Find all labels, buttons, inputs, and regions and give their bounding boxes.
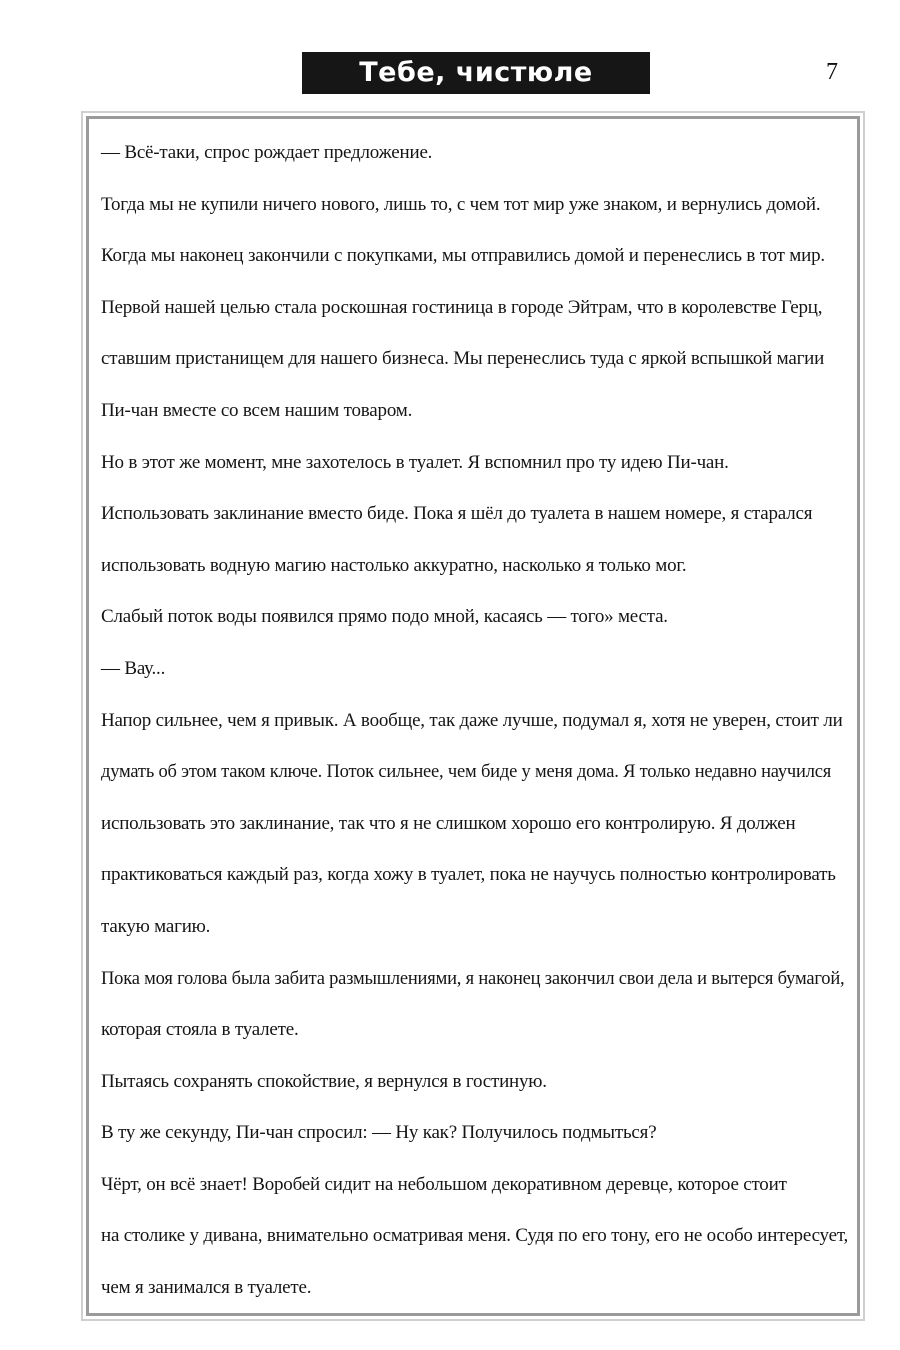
text-line: Пи-чан вместе со всем нашим товаром.: [101, 399, 413, 421]
text-line: Напор сильнее, чем я привык. А вообще, так даже лучше, подумал я, хотя не уверен, стоит ли: [101, 709, 843, 731]
text-line: — Вау...: [101, 657, 166, 679]
text-line: Тогда мы не купили ничего нового, лишь то, с чем тот мир уже знаком, и вернулись домой.: [101, 193, 821, 215]
text-line: Когда мы наконец закончили с покупками, мы отправились домой и перенеслись в тот мир.: [101, 245, 825, 267]
page-number: 7: [826, 59, 838, 85]
text-line: Использовать заклинание вместо биде. Пока я шёл до туалета в нашем номере, я старался: [101, 503, 813, 525]
text-frame: [86, 116, 860, 1316]
chapter-title: Тебе, чистюле: [302, 52, 650, 94]
text-line: Пытаясь сохранять спокойствие, я вернулся в гостиную.: [101, 1070, 547, 1092]
text-line: ставшим пристанищем для нашего бизнеса. Мы перенеслись туда с яркой вспышкой магии: [101, 348, 825, 370]
text-line: Чёрт, он всё знает! Воробей сидит на небольшом декоративном деревце, которое стоит: [101, 1173, 787, 1195]
text-line: В ту же секунду, Пи-чан спросил: — Ну как? Получилось подмыться?: [101, 1122, 657, 1144]
text-line: такую магию.: [101, 915, 211, 937]
text-line: практиковаться каждый раз, когда хожу в туалет, пока не научусь полностью контролировать: [101, 864, 836, 886]
text-line: — Всё-таки, спрос рождает предложение.: [101, 142, 433, 163]
text-line: Первой нашей целью стала роскошная гостиница в городе Эйтрам, что в королевстве Герц,: [101, 296, 823, 318]
text-line: которая стояла в туалете.: [101, 1019, 299, 1041]
body-text: [101, 133, 849, 1320]
text-line: Но в этот же момент, мне захотелось в туалет. Я вспомнил про ту идею Пи-чан.: [101, 451, 729, 473]
text-line: думать об этом таком ключе. Поток сильнее, чем биде у меня дома. Я только недавно научился: [101, 762, 832, 783]
text-line: Пока моя голова была забита размышлениями, я наконец закончил свои дела и вытерся бумагой,: [101, 968, 845, 989]
text-line: чем я занимался в туалете.: [101, 1277, 312, 1299]
text-line: Слабый поток воды появился прямо подо мной, касаясь — того» места.: [101, 606, 668, 628]
text-line: на столике у дивана, внимательно осматривая меня. Судя по его тону, его не особо интересует,: [101, 1225, 849, 1247]
text-line: использовать водную магию настолько аккуратно, насколько я только мог.: [101, 554, 687, 576]
text-line: использовать это заклинание, так что я не слишком хорошо его контролирую. Я должен: [101, 812, 796, 834]
